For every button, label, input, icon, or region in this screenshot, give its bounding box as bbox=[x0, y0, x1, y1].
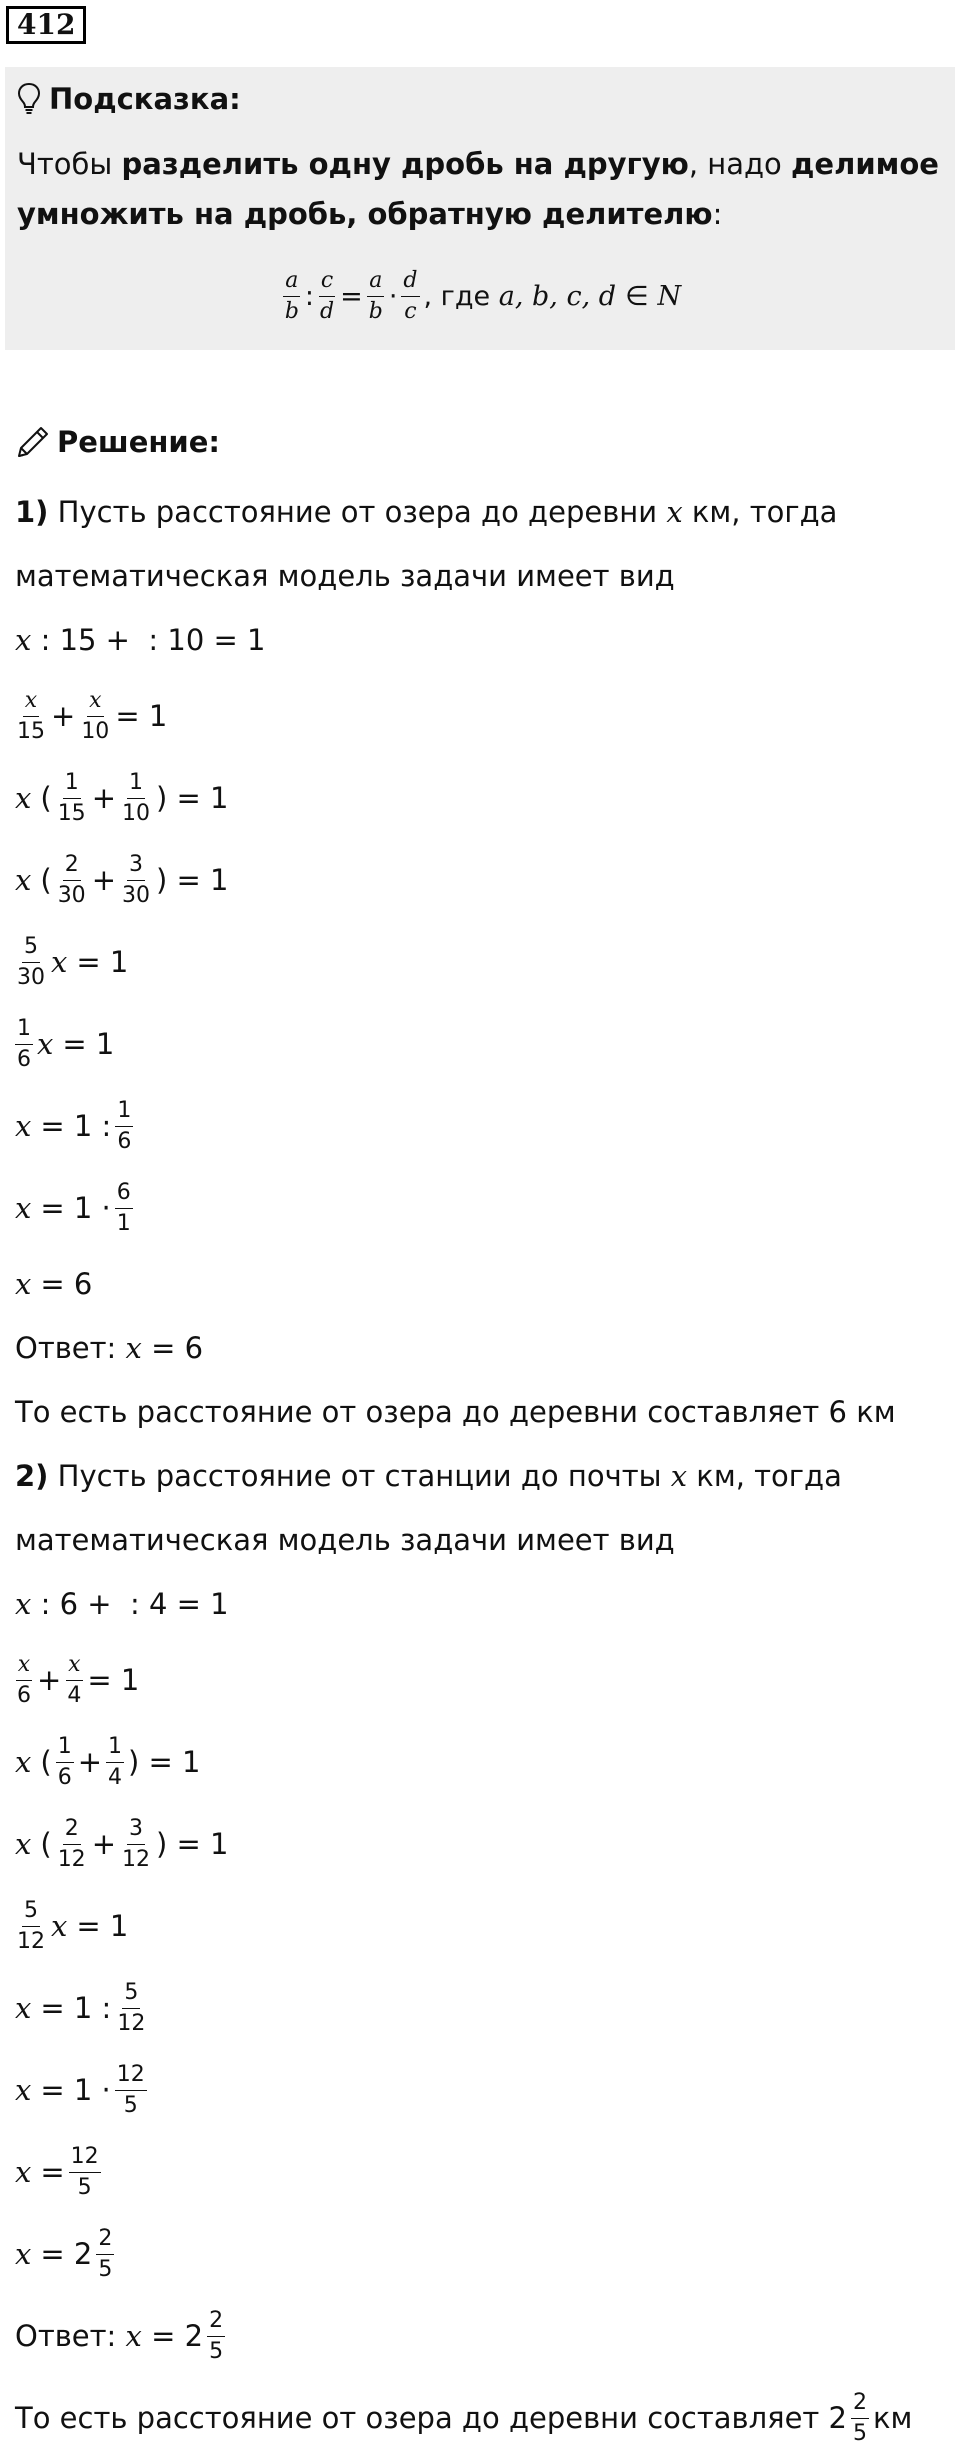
part1-eq3 bbox=[15, 766, 229, 830]
fraction: $\frac{x}{10}$ bbox=[81, 688, 110, 744]
part1-eq7 bbox=[15, 1094, 137, 1158]
part1-eq1 bbox=[15, 610, 266, 670]
paren-close: ) = 1 bbox=[156, 781, 229, 815]
eq-var: x bbox=[15, 1267, 32, 1301]
part1-eq8 bbox=[15, 1176, 137, 1240]
part1-eq9 bbox=[15, 1254, 92, 1314]
part2-eq8 bbox=[15, 2140, 105, 2204]
plus-sign: + bbox=[77, 1745, 102, 1779]
eq-mid: = 1 : bbox=[40, 1109, 112, 1143]
part2-label: 2) bbox=[15, 1459, 49, 1493]
formula-dot: · bbox=[388, 280, 398, 312]
fraction: $\frac{2}{5}$ bbox=[98, 2226, 113, 2282]
formula-tail: , где bbox=[423, 280, 499, 312]
paren-open: ( bbox=[40, 1745, 52, 1779]
part2-eq6 bbox=[15, 1976, 151, 2040]
formula-set: N bbox=[657, 280, 682, 312]
part2-eq3 bbox=[15, 1730, 201, 1794]
answer-rhs: = 6 bbox=[141, 1331, 204, 1365]
fraction: $\frac{5}{12}$ bbox=[117, 1980, 146, 2036]
formula-in: ∈ bbox=[625, 280, 649, 312]
eq-var: x bbox=[51, 1909, 68, 1943]
fraction: $\frac{2}{5}$ bbox=[209, 2308, 224, 2364]
fraction: $\frac{3}{12}$ bbox=[122, 1816, 150, 1872]
part1-label: 1) bbox=[15, 495, 49, 529]
part2-intro-var: x bbox=[670, 1459, 688, 1493]
fraction: $\frac{5}{12}$ bbox=[17, 1898, 45, 1954]
fraction: $\frac{1}{4}$ bbox=[108, 1734, 122, 1790]
paren-close: ) = 1 bbox=[128, 1745, 201, 1779]
eq-rest: : 15 + : 10 = 1 bbox=[31, 623, 266, 657]
answer-mid: = 2 bbox=[141, 2319, 204, 2353]
part1-intro-text: Пусть расстояние от озера до деревни bbox=[48, 495, 667, 529]
part2-intro-line2: математическая модель задачи имеет вид bbox=[15, 1523, 675, 1557]
part1-intro bbox=[15, 482, 837, 542]
answer-label: Ответ: bbox=[15, 1331, 126, 1365]
hint-text-1: Чтобы bbox=[17, 147, 122, 181]
part2-eq4 bbox=[15, 1812, 229, 1876]
fraction: $\frac{1}{15}$ bbox=[57, 770, 86, 826]
part2-eq2 bbox=[15, 1648, 139, 1712]
paren-open: ( bbox=[40, 781, 52, 815]
part2-eq9 bbox=[15, 2222, 118, 2286]
paren-close: ) = 1 bbox=[156, 1827, 229, 1861]
fraction: $\frac{x}{15}$ bbox=[17, 688, 45, 744]
fraction: $\frac{5}{30}$ bbox=[17, 934, 45, 990]
eq-mid: = 1 · bbox=[40, 2073, 111, 2107]
plus-sign: + bbox=[91, 863, 116, 897]
formula-frac-c-d: $\frac{c}{d}$ bbox=[320, 268, 335, 324]
part1-eq6 bbox=[15, 1012, 114, 1076]
eq-var: x bbox=[15, 1991, 32, 2025]
fraction: $\frac{1}{6}$ bbox=[17, 1016, 31, 1072]
hint-text bbox=[17, 139, 947, 239]
eq-var: x bbox=[15, 1587, 32, 1621]
eq-rhs: = 6 bbox=[40, 1267, 93, 1301]
formula-frac-d-c: $\frac{d}{c}$ bbox=[403, 268, 418, 324]
fraction: $\frac{2}{12}$ bbox=[57, 1816, 86, 1872]
fraction: $\frac{12}{5}$ bbox=[116, 2062, 145, 2118]
part1-eq5 bbox=[15, 930, 128, 994]
eq-mid: = bbox=[40, 2155, 65, 2189]
part2-conclusion bbox=[15, 2386, 912, 2450]
fraction: $\frac{x}{6}$ bbox=[17, 1652, 31, 1708]
formula-colon: : bbox=[304, 280, 315, 312]
hint-title-text: Подсказка: bbox=[49, 82, 241, 116]
formula-frac-a-b-2: $\frac{a}{b}$ bbox=[368, 268, 383, 324]
part1-answer bbox=[15, 1318, 203, 1378]
eq-mid: = 2 bbox=[40, 2237, 93, 2271]
formula-vars: a, b, c, d bbox=[498, 280, 617, 312]
task-number: 412 bbox=[6, 6, 86, 44]
eq-var: x bbox=[15, 1827, 32, 1861]
conclusion-unit: км bbox=[872, 2401, 913, 2435]
fraction: $\frac{3}{30}$ bbox=[122, 852, 150, 908]
eq-rest: : 6 + : 4 = 1 bbox=[31, 1587, 229, 1621]
eq-var: x bbox=[15, 2073, 32, 2107]
eq-var: x bbox=[15, 781, 32, 815]
fraction: $\frac{1}{6}$ bbox=[57, 1734, 72, 1790]
paren-open: ( bbox=[40, 1827, 52, 1861]
hint-text-bold-2: делимое умножить на дробь, обратную делителю bbox=[17, 147, 939, 231]
conclusion-text: То есть расстояние от озера до деревни составляет 2 bbox=[15, 2401, 847, 2435]
part2-eq1 bbox=[15, 1574, 229, 1634]
plus-sign: + bbox=[91, 1827, 116, 1861]
eq-var: x bbox=[15, 1745, 32, 1779]
answer-label: Ответ: bbox=[15, 2319, 126, 2353]
part2-answer bbox=[15, 2304, 229, 2368]
part1-eq4 bbox=[15, 848, 229, 912]
eq-var: x bbox=[37, 1027, 54, 1061]
fraction: $\frac{x}{4}$ bbox=[67, 1652, 82, 1708]
solution-title bbox=[15, 420, 220, 464]
eq-mid: = 1 : bbox=[40, 1991, 112, 2025]
fraction: $\frac{12}{5}$ bbox=[70, 2144, 99, 2200]
part2-intro-text: Пусть расстояние от станции до почты bbox=[48, 1459, 671, 1493]
formula-eq: = bbox=[340, 280, 363, 312]
solution-title-text: Решение: bbox=[57, 425, 221, 459]
part1-conclusion: То есть расстояние от озера до деревни составляет 6 км bbox=[15, 1395, 896, 1429]
part1-intro-var: x bbox=[666, 495, 683, 529]
formula-frac-a-b: $\frac{a}{b}$ bbox=[284, 268, 299, 324]
part1-intro-text-2: км, тогда bbox=[682, 495, 838, 529]
pencil-icon bbox=[15, 424, 51, 460]
eq-rhs: = 1 bbox=[76, 1909, 129, 1943]
part2-intro bbox=[15, 1446, 842, 1506]
eq-var: x bbox=[15, 863, 32, 897]
part2-eq7 bbox=[15, 2058, 151, 2122]
eq-rhs: = 1 bbox=[115, 699, 168, 733]
eq-var: x bbox=[15, 1109, 32, 1143]
eq-var: x bbox=[15, 1191, 32, 1225]
hint-text-3: : bbox=[712, 197, 723, 231]
hint-formula bbox=[5, 251, 955, 341]
hint-text-bold-1: разделить одну дробь на другую bbox=[121, 147, 689, 181]
fraction: $\frac{2}{5}$ bbox=[852, 2390, 867, 2446]
eq-rhs: = 1 bbox=[76, 945, 129, 979]
paren-open: ( bbox=[40, 863, 52, 897]
eq-rhs: = 1 bbox=[87, 1663, 140, 1697]
plus-sign: + bbox=[51, 699, 76, 733]
hint-title bbox=[17, 77, 241, 121]
part2-intro-text-2: км, тогда bbox=[687, 1459, 842, 1493]
eq-var: x bbox=[51, 945, 68, 979]
hint-box bbox=[5, 67, 955, 350]
part1-intro-line2: математическая модель задачи имеет вид bbox=[15, 559, 675, 593]
eq-var: x bbox=[125, 1331, 142, 1365]
eq-mid: = 1 · bbox=[40, 1191, 111, 1225]
fraction: $\frac{2}{30}$ bbox=[57, 852, 86, 908]
eq-var: x bbox=[125, 2319, 142, 2353]
fraction: $\frac{1}{10}$ bbox=[122, 770, 150, 826]
paren-close: ) = 1 bbox=[156, 863, 229, 897]
eq-var: x bbox=[15, 2155, 32, 2189]
lightbulb-icon bbox=[17, 82, 41, 116]
eq-rhs: = 1 bbox=[62, 1027, 115, 1061]
part1-eq2 bbox=[15, 684, 167, 748]
eq-var: x bbox=[15, 2237, 32, 2271]
hint-text-2: , надо bbox=[688, 147, 791, 181]
plus-sign: + bbox=[91, 781, 116, 815]
fraction: $\frac{1}{6}$ bbox=[117, 1098, 132, 1154]
part2-eq5 bbox=[15, 1894, 128, 1958]
fraction: $\frac{6}{1}$ bbox=[116, 1180, 131, 1236]
eq-var: x bbox=[15, 623, 32, 657]
plus-sign: + bbox=[37, 1663, 62, 1697]
